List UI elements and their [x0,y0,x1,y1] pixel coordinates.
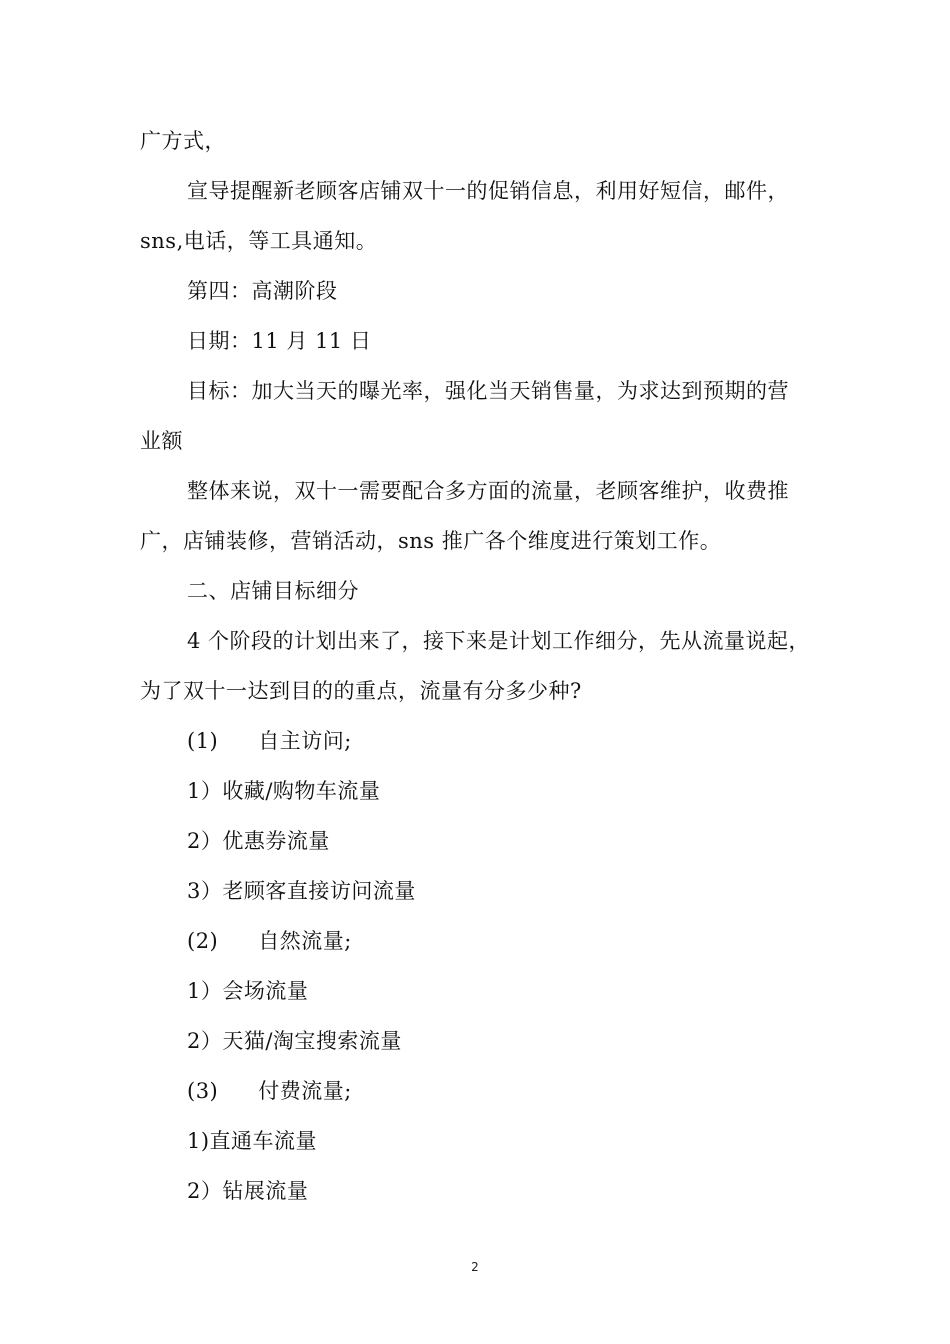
page-number: 2 [471,1260,479,1274]
list-number: (3) [187,1079,219,1103]
list-item: 2）钻展流量 [187,1179,309,1203]
section-heading-store-targets: 二、店铺目标细分 [187,579,359,603]
text-line-plan: 4 个阶段的计划出来了，接下来是计划工作细分，先从流量说起， [187,629,811,653]
list-heading-2 [187,927,877,955]
list-item: 1）会场流量 [187,979,309,1003]
list-item: 2）优惠券流量 [187,829,330,853]
text-line-2: 宣导提醒新老顾客店铺双十一的促销信息，利用好短信，邮件， [187,179,789,203]
text-line-summary: 整体来说，双十一需要配合多方面的流量，老顾客维护，收费推 [187,479,789,503]
list-item: 2）天猫/淘宝搜索流量 [187,1029,402,1053]
text-line-1: 广方式， [140,129,226,153]
list-heading-label: 自然流量; [258,929,352,953]
text-line-3: sns,电话，等工具通知。 [140,229,378,253]
list-item: 3）老顾客直接访问流量 [187,879,416,903]
list-number: (2) [187,929,219,953]
list-heading-label: 付费流量; [258,1079,352,1103]
section-heading-climax-stage: 第四：高潮阶段 [187,279,338,303]
text-line-plan-cont: 为了双十一达到目的的重点，流量有分多少种? [140,679,582,703]
list-heading-3 [187,1077,877,1105]
text-line-summary-cont: 广，店铺装修，营销活动，sns 推广各个维度进行策划工作。 [140,529,722,553]
text-line-goal-cont: 业额 [140,429,183,453]
list-item: 1）收藏/购物车流量 [187,779,381,803]
list-heading-1 [187,727,877,755]
list-heading-label: 自主访问; [258,729,352,753]
text-line-goal: 目标：加大当天的曝光率，强化当天销售量，为求达到预期的营 [187,379,789,403]
text-line-date: 日期：11 月 11 日 [187,329,372,353]
list-number: (1) [187,729,219,753]
list-item: 1)直通车流量 [187,1129,318,1153]
